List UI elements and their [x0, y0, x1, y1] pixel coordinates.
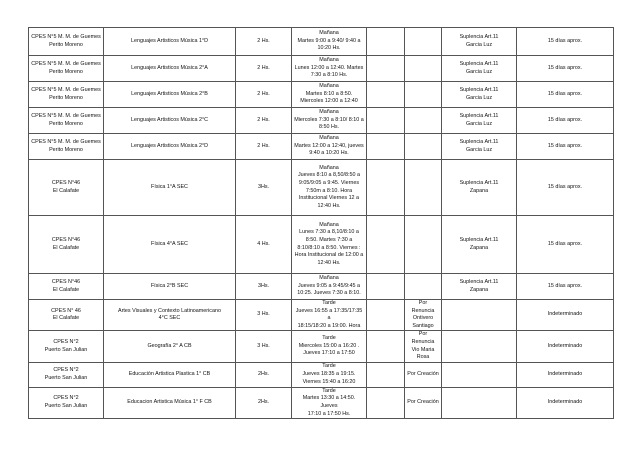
cell-schedule: Mañana Jueves 9:05 a 9:45/9:45 a 10:25. Jueves 7:30 a 8:10.: [292, 274, 367, 300]
cell-replacement: Suplencia Art.11 Garcia Luz: [442, 108, 517, 134]
cell-hours: 3Hs.: [236, 274, 292, 300]
cell-replacement: Suplencia Art.11 Zapana: [442, 274, 517, 300]
cell-school: CPES N°2 Puerto San Julian: [29, 331, 104, 362]
cell-school: CPES N°5 M. M. de Guemes Perito Moreno: [29, 134, 104, 160]
cell-col6: [405, 134, 442, 160]
cell-subject: Artes Visuales y Contexto Latinoamericano 4°C SEC: [104, 300, 236, 331]
cell-schedule: Mañana Jueves 8:10 a 8,50/8:50 a 9:05/9:05 a 9:45. Viernes 7:50m a 8:10. Hora Institucional Viernes 12 a 12:40 Hs.: [292, 160, 367, 216]
cell-col6: [405, 82, 442, 108]
cell-hours: 3Hs.: [236, 160, 292, 216]
cell-schedule: Mañana Lunes 7:30 a 8,10/8:10 a 8:50. Martes 7:30 a 8:10/8:10 a 8:50. Viernes : Hora Institucional de 12:00 a 12:40 Hs.: [292, 216, 367, 274]
cell-replacement: [442, 387, 517, 418]
cell-schedule: Tarde Jueves 16:55 a 17:35/17:35 a 18:15/18:20 a 19:00. Hora: [292, 300, 367, 331]
cell-col5: [367, 160, 405, 216]
cell-school: CPES N°46 El Calafate: [29, 160, 104, 216]
cell-duration: 15 días aprox.: [517, 274, 614, 300]
cell-school: CPES N°5 M. M. de Guemes Perito Moreno: [29, 56, 104, 82]
table-row: [29, 108, 614, 134]
cell-col5: [367, 362, 405, 387]
cell-col5: [367, 274, 405, 300]
cell-hours: 3 Hs.: [236, 331, 292, 362]
cell-subject: Lenguajes Artisticos Música 2°D: [104, 134, 236, 160]
cell-col6: [405, 28, 442, 56]
cell-subject: Física 4°A SEC: [104, 216, 236, 274]
cell-school: CPES N° 46 El Calafate: [29, 300, 104, 331]
cell-col5: [367, 134, 405, 160]
cell-col6: [405, 274, 442, 300]
cell-replacement: Suplencia Art.11 Garcia Luz: [442, 134, 517, 160]
cell-col5: [367, 82, 405, 108]
cell-schedule: Mañana Miercoles 7:30 a 8:10/ 8:10 a 8:50 Hs.: [292, 108, 367, 134]
cell-hours: 4 Hs.: [236, 216, 292, 274]
cell-col6: Por Renuncia Vio Maria Rosa: [405, 331, 442, 362]
cell-schedule: Tarde Jueves 18:35 a 19:15. Viernes 15:40 a 16:20: [292, 362, 367, 387]
cell-col5: [367, 108, 405, 134]
cell-col5: [367, 331, 405, 362]
cell-duration: 15 días aprox.: [517, 160, 614, 216]
cell-duration: 15 días aprox.: [517, 216, 614, 274]
cell-replacement: [442, 331, 517, 362]
table-row: [29, 216, 614, 274]
cell-hours: 2 Hs.: [236, 82, 292, 108]
cell-col6: Por Creación: [405, 362, 442, 387]
cell-subject: Lenguajes Artisticos Música 2°A: [104, 56, 236, 82]
cell-school: CPES N°5 M. M. de Guemes Perito Moreno: [29, 108, 104, 134]
table-row: [29, 300, 614, 331]
table-row: [29, 387, 614, 418]
cell-school: CPES N°46 El Calafate: [29, 216, 104, 274]
table-row: [29, 160, 614, 216]
vacancies-table: [28, 27, 614, 419]
cell-school: CPES N°5 M. M. de Guemes Perito Moreno: [29, 82, 104, 108]
cell-hours: 2 Hs.: [236, 108, 292, 134]
cell-hours: 2Hs.: [236, 387, 292, 418]
cell-subject: Lenguajes Artisticos Música 2°C: [104, 108, 236, 134]
cell-col5: [367, 28, 405, 56]
cell-hours: 3 Hs.: [236, 300, 292, 331]
cell-hours: 2Hs.: [236, 362, 292, 387]
cell-subject: Educacion Artistica Música 1° F CB: [104, 387, 236, 418]
cell-subject: Geografía 2° A CB: [104, 331, 236, 362]
cell-replacement: [442, 300, 517, 331]
cell-col6: [405, 56, 442, 82]
cell-duration: Indeterminado: [517, 362, 614, 387]
cell-duration: 15 días aprox.: [517, 82, 614, 108]
cell-duration: Indeterminado: [517, 387, 614, 418]
cell-replacement: Suplencia Art.11 Garcia Luz: [442, 82, 517, 108]
cell-schedule: Mañana Lunes 12:00 a 12:40. Martes 7:30 a 8:10 Hs.: [292, 56, 367, 82]
table-row: [29, 56, 614, 82]
cell-col6: [405, 216, 442, 274]
cell-schedule: Mañana Martes 9:00 a 9:40/ 9:40 a 10:20 Hs.: [292, 28, 367, 56]
cell-col5: [367, 387, 405, 418]
cell-school: CPES N°5 M. M. de Guemes Perito Moreno: [29, 28, 104, 56]
cell-duration: 15 días aprox.: [517, 108, 614, 134]
cell-replacement: [442, 362, 517, 387]
cell-subject: Educación Artistica Plastica 1° CB: [104, 362, 236, 387]
cell-duration: 15 días aprox.: [517, 28, 614, 56]
cell-subject: Física 1°A SEC: [104, 160, 236, 216]
cell-col5: [367, 56, 405, 82]
cell-subject: Lenguajes Artisticos Música 2°B: [104, 82, 236, 108]
cell-schedule: Tarde Miercoles 15:00 a 16:20 . Jueves 17:10 a 17:50: [292, 331, 367, 362]
cell-hours: 2 Hs.: [236, 28, 292, 56]
cell-duration: Indeterminado: [517, 300, 614, 331]
cell-replacement: Suplencia Art.11 Garcia Luz: [442, 56, 517, 82]
cell-duration: Indeterminado: [517, 331, 614, 362]
cell-col6: [405, 160, 442, 216]
table-row: [29, 274, 614, 300]
cell-schedule: Mañana Martes 8:10 a 8:50. Miercoles 12:00 a 12:40: [292, 82, 367, 108]
cell-col6: [405, 108, 442, 134]
cell-replacement: Suplencia Art.11 Garcia Luz: [442, 28, 517, 56]
table-row: [29, 28, 614, 56]
cell-hours: 2 Hs.: [236, 56, 292, 82]
table-row: [29, 331, 614, 362]
cell-replacement: Suplencia Art.11 Zapana: [442, 160, 517, 216]
cell-schedule: Tarde Martes 13:30 a 14:50. Jueves 17:10 a 17:50 Hs.: [292, 387, 367, 418]
cell-col5: [367, 300, 405, 331]
cell-col5: [367, 216, 405, 274]
cell-col6: Por Renuncia Ontivero Santiago: [405, 300, 442, 331]
cell-hours: 2 Hs.: [236, 134, 292, 160]
table-row: [29, 82, 614, 108]
table-row: [29, 362, 614, 387]
cell-subject: Lenguajes Artisticos Música 1°D: [104, 28, 236, 56]
cell-school: CPES N°46 El Calafate: [29, 274, 104, 300]
cell-schedule: Mañana Martes 12:00 a 12:40, jueves 9:40 a 10:20 Hs.: [292, 134, 367, 160]
cell-subject: Física 2°B SEC: [104, 274, 236, 300]
cell-replacement: Suplencia Art.11 Zapana: [442, 216, 517, 274]
cell-duration: 15 días aprox.: [517, 56, 614, 82]
cell-duration: 15 días aprox.: [517, 134, 614, 160]
table-row: [29, 134, 614, 160]
cell-school: CPES N°2 Puerto San Julian: [29, 362, 104, 387]
cell-col6: Por Creación: [405, 387, 442, 418]
cell-school: CPES N°2 Puerto San Julian: [29, 387, 104, 418]
